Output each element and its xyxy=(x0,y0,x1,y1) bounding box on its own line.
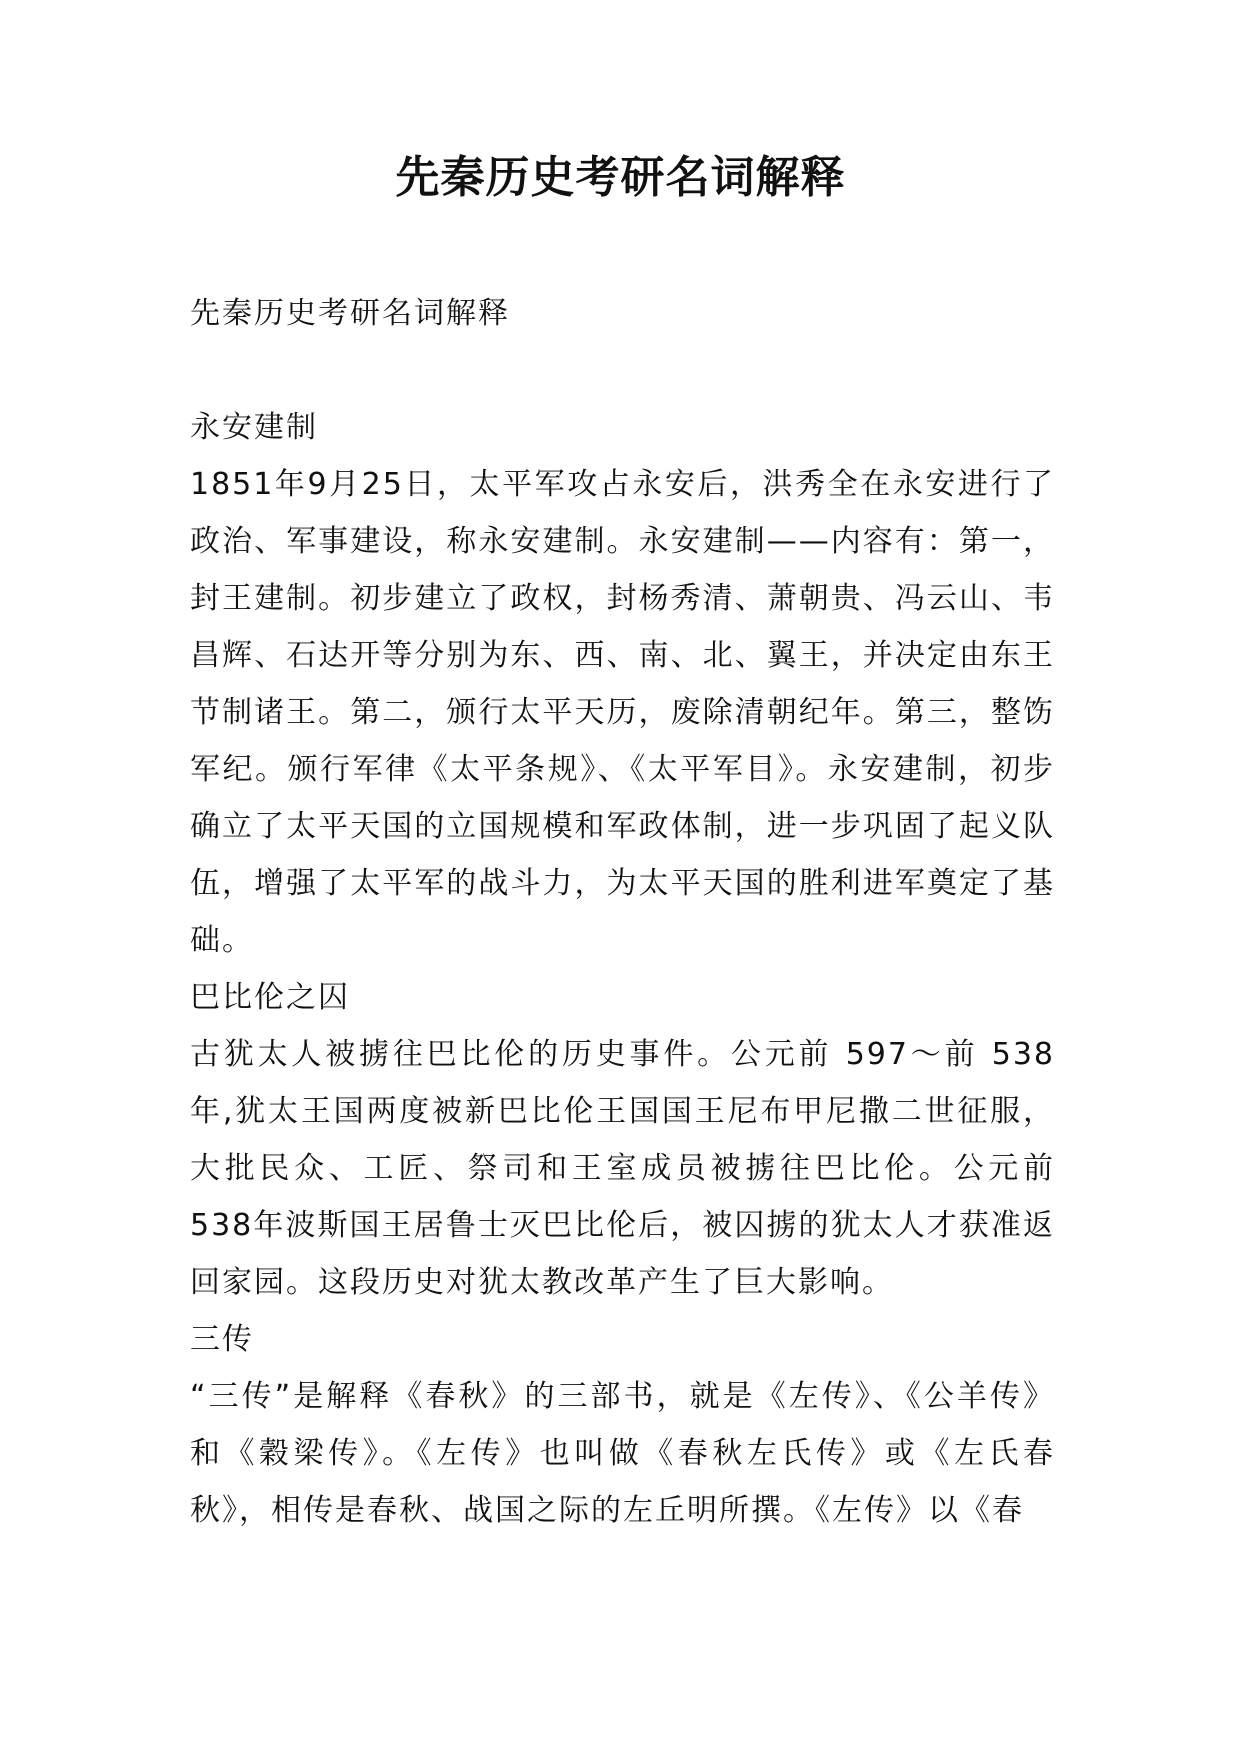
entry-term: 巴比伦之囚 xyxy=(190,980,350,1015)
entry-text: 1851年9月25日，太平军攻占永安后，洪秀全在永安进行了政治、军事建设，称永安建制。永安建制——内容有：第一，封王建制。初步建立了政权，封杨秀清、萧朝贵、冯云山、韦昌辉、石达开等分别为东、西、南、北、翼王，并决定由东王节制诸王。第二，颁行太平天历，废除清朝纪年。第三，整饬军纪。颁行军律《太平条规》、《太平军目》。永安建制，初步确立了太平天国的立国规模和军政体制，进一步巩固了起义队伍，增强了太平军的战斗力，为太平天国的胜利进军奠定了基础。 xyxy=(190,467,1055,958)
document-subtitle: 先秦历史考研名词解释 xyxy=(190,296,510,331)
entry-text: “三传”是解释《春秋》的三部书，就是《左传》、《公羊传》和《穀梁传》。《左传》也叫做《春秋左氏传》或《左氏春秋》，相传是春秋、战国之际的左丘明所撰。《左传》以《春 xyxy=(190,1379,1055,1528)
document-body xyxy=(190,285,1055,1539)
document-title: 先秦历史考研名词解释 xyxy=(395,152,846,203)
entry-term: 三传 xyxy=(190,1322,254,1357)
entry-text: 古犹太人被掳往巴比伦的历史事件。公元前 597～前 538年,犹太王国两度被新巴比伦王国国王尼布甲尼撒二世征服，大批民众、工匠、祭司和王室成员被掳往巴比伦。公元前 538年波斯国王居鲁士灭巴比伦后，被囚掳的犹太人才获准返回家园。这段历史对犹太教改革产生了巨大影响。 xyxy=(190,1037,1055,1300)
entry-term: 永安建制 xyxy=(190,410,318,445)
